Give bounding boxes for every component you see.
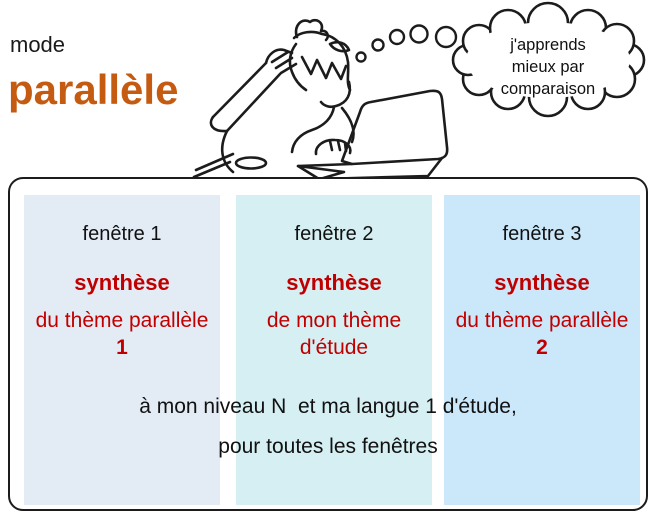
thought-bubble-text [470, 34, 626, 100]
window-3-detail [444, 307, 640, 361]
window-1-heading: synthèse [74, 270, 170, 295]
window-3-detail-line1: du thème parallèle [455, 309, 629, 332]
window-2-detail [236, 307, 432, 361]
thought-trail-icon [357, 26, 457, 62]
person-sketch [194, 20, 354, 177]
mode-name: parallèle [8, 66, 179, 113]
window-2-detail-line2: d'étude [299, 336, 369, 359]
footer-line1: à mon niveau N et ma langue 1 d'étude, [139, 395, 517, 418]
panel-footer [10, 393, 646, 460]
window-1-detail-line1: du thème parallèle [35, 309, 209, 332]
thought-line: comparaison [500, 80, 596, 98]
mode-label: mode [10, 32, 66, 57]
laptop-icon [298, 91, 447, 179]
thought-line: j'apprends [510, 36, 586, 54]
window-1-detail-line2: 1 [116, 336, 128, 359]
window-3-detail-line2: 2 [536, 336, 548, 359]
window-1-detail [24, 307, 220, 361]
window-1-title: fenêtre 1 [82, 223, 162, 245]
window-2-title: fenêtre 2 [294, 223, 374, 245]
thought-line: mieux par [511, 58, 585, 76]
windows-panel [8, 177, 648, 511]
window-3-title: fenêtre 3 [502, 223, 582, 245]
window-3-heading: synthèse [494, 270, 590, 295]
window-2-detail-line1: de mon thème [266, 309, 402, 332]
window-2-heading: synthèse [286, 270, 382, 295]
footer-line2: pour toutes les fenêtres [218, 435, 438, 458]
